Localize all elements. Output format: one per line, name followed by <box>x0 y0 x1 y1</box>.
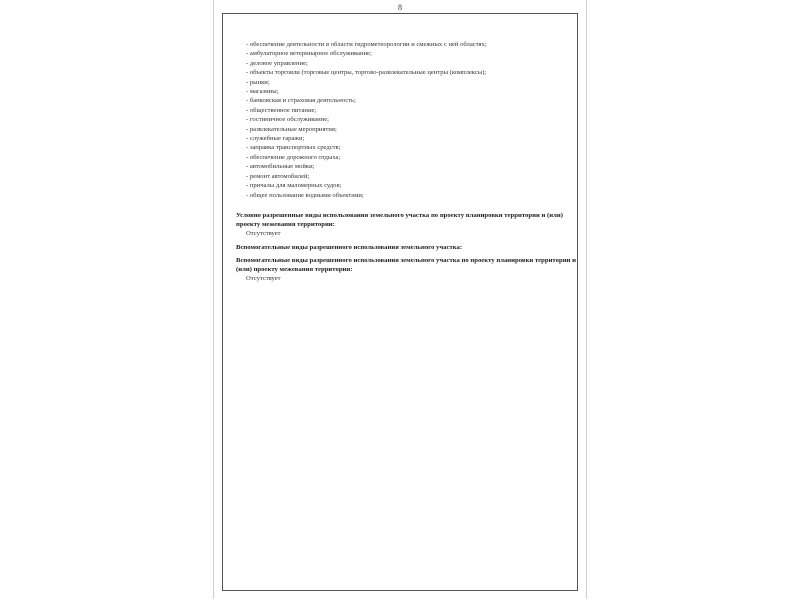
auxiliary-project-uses-heading: Вспомогательные виды разрешенного использования земельного участка по проекту планировки территории и (или) проекту межевания территории: <box>236 257 576 274</box>
list-item: - автомобильные мойки; <box>246 163 315 171</box>
list-item: - заправка транспортных средств; <box>246 144 341 152</box>
list-item: - рынки; <box>246 78 270 86</box>
conditional-uses-heading: Условно разрешенные виды использования земельного участка по проекту планировки территории и (или) проекту межевания территории: <box>236 212 563 229</box>
list-item: - гостиничное обслуживание; <box>246 116 329 124</box>
auxiliary-project-uses-section <box>236 256 576 283</box>
list-item: - обеспечение деятельности в области гидрометеорологии и смежных с ней областях; <box>246 41 487 48</box>
conditional-uses-section <box>236 211 576 238</box>
auxiliary-project-uses-value: Отсутствует <box>246 275 281 283</box>
document-page <box>213 0 587 599</box>
list-item: - деловое управление; <box>246 59 308 67</box>
list-item: - объекты торговли (торговые центры, торгово-развлекательные центры (комплексы); <box>246 69 487 77</box>
conditional-uses-value: Отсутствует <box>246 230 281 238</box>
permitted-uses-list <box>246 40 576 200</box>
list-item: - банковская и страховая деятельность; <box>246 97 356 105</box>
list-item: - ремонт автомобилей; <box>246 172 310 180</box>
list-item: - причалы для маломерных судов; <box>246 182 342 190</box>
page-frame <box>222 13 578 591</box>
list-item: - развлекательные мероприятия; <box>246 125 337 133</box>
list-item: - обеспечение дорожного отдыха; <box>246 153 341 161</box>
auxiliary-uses-section <box>236 243 576 252</box>
auxiliary-uses-heading: Вспомогательные виды разрешенного использования земельного участка: <box>236 244 463 251</box>
list-item: - служебные гаражи; <box>246 135 305 143</box>
list-item: - амбулаторное ветеринарное обслуживание; <box>246 50 372 58</box>
list-item: - магазины; <box>246 88 279 96</box>
list-item: - общественное питание; <box>246 106 317 114</box>
list-item: - общее пользование водными объектами; <box>246 191 364 199</box>
page-number: 8 <box>398 3 402 12</box>
